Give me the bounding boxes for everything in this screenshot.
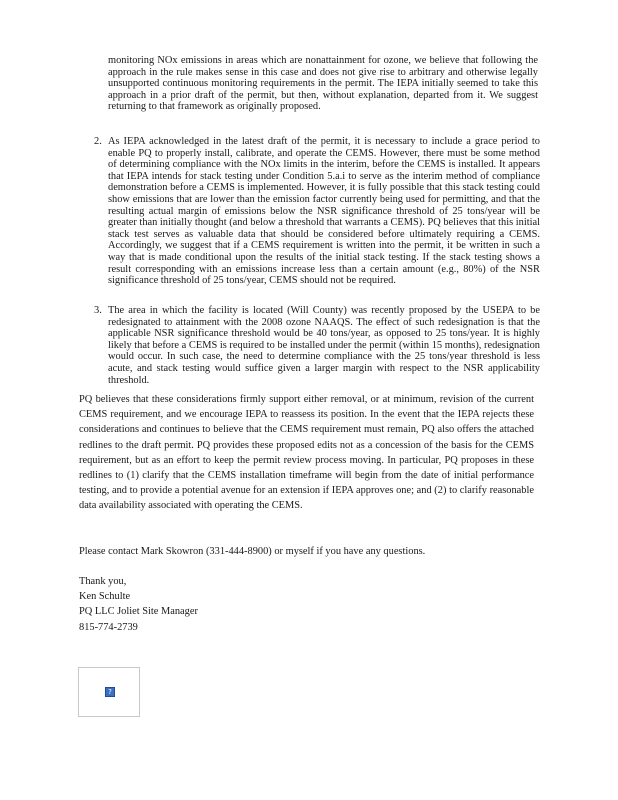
signer-phone: 815-774-2739 <box>79 621 138 633</box>
broken-image-icon: ? <box>105 687 115 697</box>
contact-paragraph: Please contact Mark Skowron (331-444-8900) or myself if you have any questions. <box>79 546 426 557</box>
list-number: 2. <box>94 136 102 147</box>
list-number: 3. <box>94 305 102 316</box>
list-item <box>94 136 540 287</box>
continuation-paragraph: monitoring NOx emissions in areas which are nonattainment for ozone, we believe that following the approach in the rule makes sense in this case and does not give rise to arbitrary and otherwise legally unsupported continuous monitoring requirements in the permit. The IEPA initially seemed to take this approach in a prior draft of the permit, but then, without explanation, departed from it. We suggest returning to that framework as originally proposed. <box>108 55 538 113</box>
signer-title: PQ LLC Joliet Site Manager <box>79 606 198 618</box>
signature-block <box>79 574 198 635</box>
list-item <box>94 305 540 386</box>
list-item-text: As IEPA acknowledged in the latest draft of the permit, it is necessary to include a grace period to enable PQ to properly install, calibrate, and operate the CEMS. However, there must be some method of determining compliance with the NOx limits in the interim, before the CEMS is installed. It appears that IEPA intends for stack testing under Condition 5.a.i to serve as the interim method of compliance demonstration before a CEMS is implemented. However, it is fully possible that this stack testing could show emissions that are lower than the emission factor currently being used for permitting, and that the resulting actual margin of emissions below the NSR significance threshold of 25 tons/year will be greater than initially thought (and below a threshold that warrants a CEMS). PQ believes that this initial stack test serves as valuable data that should be considered before ultimately requiring a CEMS. Accordingly, we suggest that if a CEMS requirement is written into the permit, it be written in such a way that is made conditional upon the results of the initial stack testing. If the stack testing shows a result corresponding with an emissions increase less than a certain amount (e.g., 80%) of the NSR significance threshold of 25 tons/year, CEMS should not be required. <box>108 136 540 287</box>
list-item-text: The area in which the facility is located (Will County) was recently proposed by the USEPA to be redesignated to attainment with the 2008 ozone NAAQS. The effect of such redesignation is that the applicable NSR significance threshold would be 40 tons/year, as opposed to 25 tons/year. It is highly likely that before a CEMS is required to be installed under the permit (within 15 months), redesignation would occur. In such case, the need to determine compliance with the 25 tons/year threshold is less acute, and stack testing would suffice given a larger margin with respect to the NSR applicability threshold. <box>108 305 540 386</box>
image-placeholder <box>78 667 140 717</box>
signer-name: Ken Schulte <box>79 591 131 603</box>
closing-line: Thank you, <box>79 576 127 587</box>
main-paragraph: PQ believes that these considerations firmly support either removal, or at minimum, revision of the current CEMS requirement, and we encourage IEPA to reassess its position. In the event that the IEPA rejects these considerations and continues to believe that the CEMS requirement must remain, PQ also offers the attached redlines to the draft permit. PQ provides these proposed edits not as a concession of the basis for the CEMS requirement, but as an effort to keep the permit review process moving. In particular, PQ proposes in these redlines to (1) clarify that the CEMS installation timeframe will begin from the date of initial performance testing, and to provide a potential avenue for an extension if IEPA approves one; and (2) to clarify reasonable data availability associated with operating the CEMS. <box>79 394 534 512</box>
